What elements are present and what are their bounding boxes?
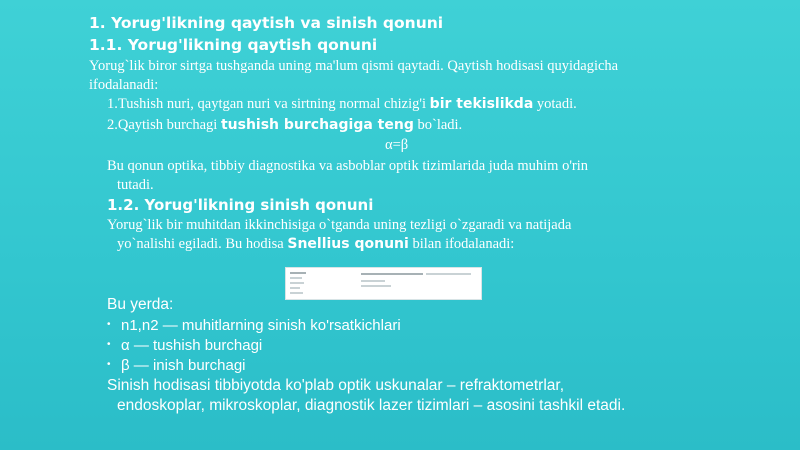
summary-line-2: endoskoplar, mikroskoplar, diagnostik lazer tizimlari – asosini tashkil etadi. (117, 397, 626, 414)
rule-1-tail: yotadi. (533, 96, 577, 112)
formula-image-line (290, 287, 300, 289)
rule-2 (107, 117, 462, 134)
section-1-intro: Yorug`lik biror sirtga tushganda uning ma'lum qismi qaytadi. Qaytish hodisasi quyidagicha ifodalanadi: (89, 58, 619, 93)
bullet-text: n1,n2 — muhitlarning sinish ko'rsatkichlari (121, 317, 401, 334)
bullet-text: α — tushish burchagi (121, 337, 263, 354)
rule-1-emphasis: bir tekislikda (429, 96, 534, 112)
main-heading: 1. Yorug'likning qaytish va sinish qonuni (89, 14, 444, 32)
section-2-intro-line-2 (117, 236, 514, 253)
rule-2-tail: bo`ladi. (413, 117, 463, 133)
bullet-item (107, 337, 262, 354)
summary-line-1: Sinish hodisasi tibbiyotda ko'plab optik uskunalar – refraktometrlar, (107, 377, 565, 394)
where-label: Bu yerda: (107, 296, 174, 313)
intro-line-2-text: yo`nalishi egiladi. Bu hodisa (117, 236, 288, 252)
section-1-note (107, 157, 667, 195)
formula-image-line (426, 273, 471, 275)
section-1-heading: 1.1. Yorug'likning qaytish qonuni (89, 36, 378, 54)
reflection-formula: α=β (385, 137, 409, 153)
formula-image-line (361, 280, 385, 282)
formula-image-line (361, 285, 391, 287)
snell-formula-image (285, 267, 482, 300)
bullet-text: β — inish burchagi (121, 357, 246, 374)
rule-1-text: 1.Tushish nuri, qaytgan nuri va sirtning normal chizig'i (107, 96, 430, 112)
formula-image-line (290, 282, 304, 284)
bullet-item (107, 317, 401, 334)
formula-image-line (361, 273, 423, 275)
rule-2-text: 2.Qaytish burchagi (107, 117, 221, 133)
note-line-2: tutadi. (117, 177, 154, 193)
section-2-heading: 1.2. Yorug'likning sinish qonuni (107, 196, 374, 214)
section-2-intro-line-1: Yorug`lik bir muhitdan ikkinchisiga o`tganda uning tezligi o`zgaradi va natijada (107, 217, 572, 233)
rule-1 (107, 96, 577, 113)
formula-image-line (290, 277, 302, 279)
note-line-1: Bu qonun optika, tibbiy diagnostika va asboblar optik tizimlarida juda muhim o'rin (107, 158, 589, 174)
bullet-marker: • (107, 319, 111, 330)
intro-line-2-tail: bilan ifodalanadi: (408, 236, 515, 252)
formula-image-line (290, 272, 306, 274)
bullet-item (107, 357, 246, 374)
formula-image-line (290, 292, 303, 294)
bullet-marker: • (107, 359, 111, 370)
bullet-marker: • (107, 339, 111, 350)
rule-2-emphasis: tushish burchagiga teng (220, 117, 414, 133)
snellius-law-emphasis: Snellius qonuni (287, 236, 409, 252)
